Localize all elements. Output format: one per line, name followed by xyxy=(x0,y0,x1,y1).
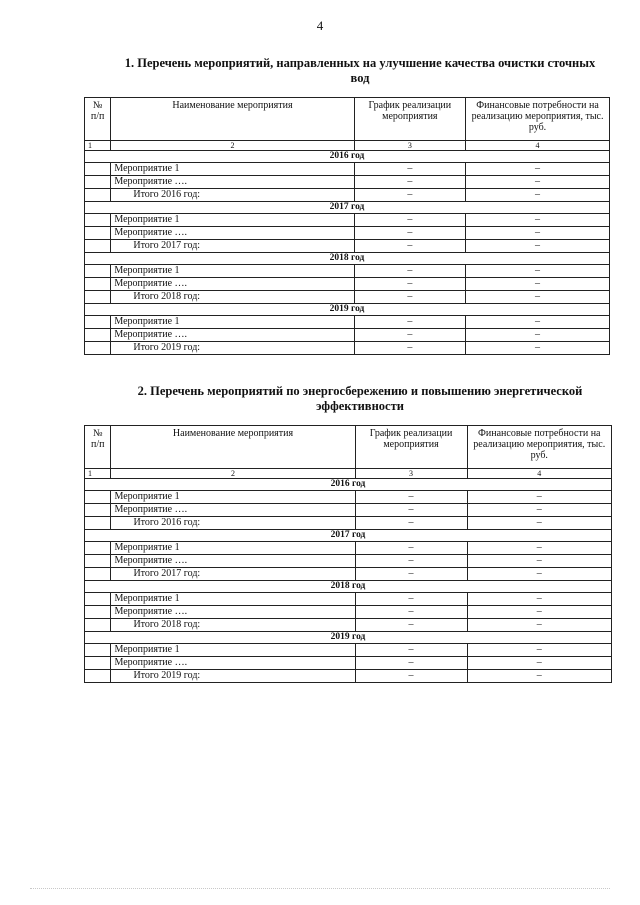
table-row xyxy=(85,555,612,568)
measure-name: Мероприятие …. xyxy=(111,504,355,517)
finance-value: – xyxy=(467,593,612,606)
year-label: 2017 год xyxy=(85,530,612,542)
measure-name: Итого 2018 год: xyxy=(111,291,354,304)
schedule-value: – xyxy=(354,227,465,240)
row-number-cell xyxy=(85,657,111,670)
header-finance: Финансовые потребности на реализацию мероприятия, тыс. руб. xyxy=(466,98,610,141)
table-row xyxy=(85,491,612,504)
row-number-cell xyxy=(85,176,111,189)
row-number-cell xyxy=(85,316,111,329)
measure-name: Мероприятие …. xyxy=(111,227,354,240)
table-row xyxy=(85,278,610,291)
schedule-value: – xyxy=(354,316,465,329)
row-number-cell xyxy=(85,504,111,517)
section-title: 2. Перечень мероприятий по энергосбережению и повышению энергетической эффективности xyxy=(137,384,583,413)
total-row xyxy=(85,240,610,253)
finance-value: – xyxy=(466,342,610,355)
year-row xyxy=(85,202,610,214)
schedule-value: – xyxy=(354,291,465,304)
finance-value: – xyxy=(466,265,610,278)
table-row xyxy=(85,329,610,342)
measure-name: Мероприятие …. xyxy=(111,329,354,342)
year-label: 2018 год xyxy=(85,581,612,593)
column-number: 2 xyxy=(111,141,354,151)
measure-name: Мероприятие 1 xyxy=(111,265,354,278)
table-row xyxy=(85,176,610,189)
row-number-cell xyxy=(85,568,111,581)
row-number-cell xyxy=(85,265,111,278)
schedule-value: – xyxy=(354,189,465,202)
column-number-row xyxy=(85,141,610,151)
schedule-value: – xyxy=(355,657,467,670)
header-number: № п/п xyxy=(85,426,111,469)
measure-name: Итого 2017 год: xyxy=(111,240,354,253)
measure-name: Мероприятие 1 xyxy=(111,491,355,504)
schedule-value: – xyxy=(355,517,467,530)
table-row xyxy=(85,163,610,176)
row-number-cell xyxy=(85,491,111,504)
year-row xyxy=(85,151,610,163)
table-row xyxy=(85,657,612,670)
finance-value: – xyxy=(467,504,612,517)
column-number-row xyxy=(85,469,612,479)
schedule-value: – xyxy=(355,504,467,517)
total-row xyxy=(85,670,612,683)
row-number-cell xyxy=(85,555,111,568)
measure-name: Мероприятие 1 xyxy=(111,316,354,329)
row-number-cell xyxy=(85,329,111,342)
row-number-cell xyxy=(85,240,111,253)
column-number: 4 xyxy=(466,141,610,151)
measure-name: Итого 2019 год: xyxy=(111,342,354,355)
finance-value: – xyxy=(466,278,610,291)
measures-table xyxy=(84,97,610,355)
total-row xyxy=(85,619,612,632)
measure-name: Итого 2018 год: xyxy=(111,619,355,632)
row-number-cell xyxy=(85,517,111,530)
measure-name: Итого 2016 год: xyxy=(111,189,354,202)
measure-name: Мероприятие 1 xyxy=(111,542,355,555)
year-row xyxy=(85,632,612,644)
finance-value: – xyxy=(466,176,610,189)
row-number-cell xyxy=(85,619,111,632)
row-number-cell xyxy=(85,606,111,619)
finance-value: – xyxy=(466,189,610,202)
year-label: 2016 год xyxy=(85,479,612,491)
schedule-value: – xyxy=(355,644,467,657)
row-number-cell xyxy=(85,593,111,606)
row-number-cell xyxy=(85,291,111,304)
measure-name: Мероприятие …. xyxy=(111,555,355,568)
total-row xyxy=(85,189,610,202)
year-row xyxy=(85,253,610,265)
finance-value: – xyxy=(466,291,610,304)
measure-name: Итого 2016 год: xyxy=(111,517,355,530)
year-label: 2019 год xyxy=(85,632,612,644)
year-label: 2017 год xyxy=(85,202,610,214)
finance-value: – xyxy=(467,670,612,683)
finance-value: – xyxy=(467,542,612,555)
schedule-value: – xyxy=(354,240,465,253)
finance-value: – xyxy=(467,491,612,504)
table-row xyxy=(85,214,610,227)
year-row xyxy=(85,479,612,491)
page-number: 4 xyxy=(316,18,324,33)
schedule-value: – xyxy=(354,214,465,227)
table-header-row xyxy=(85,426,612,469)
row-number-cell xyxy=(85,189,111,202)
total-row xyxy=(85,517,612,530)
finance-value: – xyxy=(466,240,610,253)
finance-value: – xyxy=(467,657,612,670)
table-row xyxy=(85,265,610,278)
schedule-value: – xyxy=(355,555,467,568)
schedule-value: – xyxy=(355,670,467,683)
schedule-value: – xyxy=(354,329,465,342)
measure-name: Мероприятие …. xyxy=(111,657,355,670)
row-number-cell xyxy=(85,227,111,240)
measure-name: Мероприятие 1 xyxy=(111,214,354,227)
schedule-value: – xyxy=(354,163,465,176)
schedule-value: – xyxy=(354,342,465,355)
header-name: Наименование мероприятия xyxy=(111,426,355,469)
measures-table xyxy=(84,425,612,683)
schedule-value: – xyxy=(354,265,465,278)
measure-name: Итого 2019 год: xyxy=(111,670,355,683)
row-number-cell xyxy=(85,214,111,227)
column-number: 1 xyxy=(85,469,111,479)
year-label: 2018 год xyxy=(85,253,610,265)
finance-value: – xyxy=(467,555,612,568)
measure-name: Мероприятие 1 xyxy=(111,163,354,176)
year-row xyxy=(85,581,612,593)
schedule-value: – xyxy=(355,568,467,581)
measure-name: Мероприятие 1 xyxy=(111,593,355,606)
finance-value: – xyxy=(467,644,612,657)
column-number: 1 xyxy=(85,141,111,151)
header-number: № п/п xyxy=(85,98,111,141)
table-row xyxy=(85,316,610,329)
total-row xyxy=(85,291,610,304)
table-row xyxy=(85,606,612,619)
section-title: 1. Перечень мероприятий, направленных на улучшение качества очистки сточных вод xyxy=(124,56,596,85)
row-number-cell xyxy=(85,163,111,176)
schedule-value: – xyxy=(355,491,467,504)
table-row xyxy=(85,644,612,657)
finance-value: – xyxy=(466,316,610,329)
measure-name: Мероприятие 1 xyxy=(111,644,355,657)
row-number-cell xyxy=(85,278,111,291)
finance-value: – xyxy=(466,227,610,240)
year-row xyxy=(85,530,612,542)
row-number-cell xyxy=(85,342,111,355)
row-number-cell xyxy=(85,542,111,555)
schedule-value: – xyxy=(355,606,467,619)
header-schedule: График реализации мероприятия xyxy=(355,426,467,469)
column-number: 4 xyxy=(467,469,612,479)
table-row xyxy=(85,504,612,517)
schedule-value: – xyxy=(354,176,465,189)
finance-value: – xyxy=(467,517,612,530)
measure-name: Мероприятие …. xyxy=(111,176,354,189)
finance-value: – xyxy=(467,568,612,581)
schedule-value: – xyxy=(354,278,465,291)
header-name: Наименование мероприятия xyxy=(111,98,354,141)
scan-artifact-line xyxy=(30,888,610,890)
finance-value: – xyxy=(467,619,612,632)
column-number: 2 xyxy=(111,469,355,479)
header-finance: Финансовые потребности на реализацию мероприятия, тыс. руб. xyxy=(467,426,612,469)
year-row xyxy=(85,304,610,316)
measure-name: Итого 2017 год: xyxy=(111,568,355,581)
schedule-value: – xyxy=(355,619,467,632)
total-row xyxy=(85,342,610,355)
measure-name: Мероприятие …. xyxy=(111,278,354,291)
measure-name: Мероприятие …. xyxy=(111,606,355,619)
finance-value: – xyxy=(467,606,612,619)
table-header-row xyxy=(85,98,610,141)
year-label: 2019 год xyxy=(85,304,610,316)
table-row xyxy=(85,227,610,240)
finance-value: – xyxy=(466,329,610,342)
row-number-cell xyxy=(85,670,111,683)
row-number-cell xyxy=(85,644,111,657)
column-number: 3 xyxy=(355,469,467,479)
header-schedule: График реализации мероприятия xyxy=(354,98,465,141)
total-row xyxy=(85,568,612,581)
table-row xyxy=(85,542,612,555)
finance-value: – xyxy=(466,163,610,176)
finance-value: – xyxy=(466,214,610,227)
schedule-value: – xyxy=(355,593,467,606)
schedule-value: – xyxy=(355,542,467,555)
table-row xyxy=(85,593,612,606)
year-label: 2016 год xyxy=(85,151,610,163)
column-number: 3 xyxy=(354,141,465,151)
